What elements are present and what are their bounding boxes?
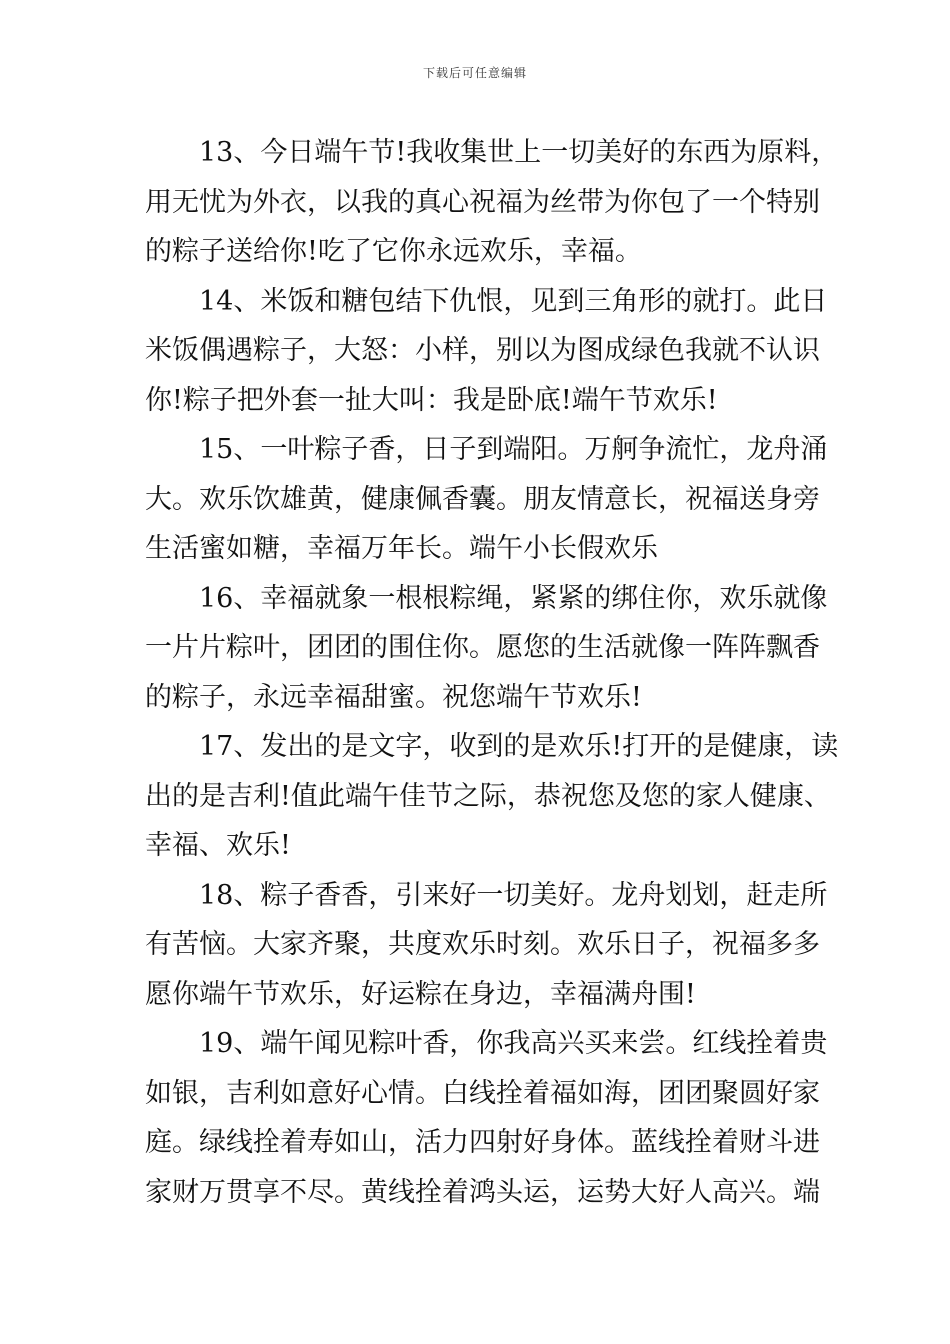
text-line: 18、粽子香香，引来好一切美好。龙舟划划，赶走所: [199, 879, 828, 911]
text-line: 的粽子，永远幸福甜蜜。祝您端午节欢乐!: [145, 681, 642, 713]
paragraph-17: [145, 722, 839, 871]
paragraph-18: [145, 871, 828, 1020]
text-line: 家财万贯享不尽。黄线拴着鸿头运，运势大好人高兴。端: [145, 1176, 820, 1208]
page-header: 下载后可任意编辑: [422, 66, 527, 80]
text-line: 你!粽子把外套一扯大叫：我是卧底!端午节欢乐!: [145, 384, 718, 416]
text-line: 庭。绿线拴着寿如山，活力四射好身体。蓝线拴着财斗进: [145, 1127, 820, 1158]
text-line: 19、端午闻见粽叶香，你我高兴买来尝。红线拴着贵: [199, 1028, 828, 1059]
paragraph-13: [145, 128, 839, 277]
text-line: 大。欢乐饮雄黄，健康佩香囊。朋友情意长，祝福送身旁: [145, 483, 820, 515]
text-line: 愿你端午节欢乐，好运粽在身边，幸福满舟围!: [145, 978, 696, 1010]
text-line: 的粽子送给你!吃了它你永远欢乐，幸福。: [145, 236, 642, 267]
text-line: 出的是吉利!值此端午佳节之际，恭祝您及您的家人健康、: [145, 780, 831, 812]
text-line: 一片片粽叶，团团的围住你。愿您的生活就像一阵阵飘香: [145, 632, 820, 663]
text-line: 16、幸福就象一根根粽绳，紧紧的绑住你，欢乐就像: [199, 582, 828, 614]
text-line: 幸福、欢乐!: [145, 830, 291, 861]
paragraph-19: [145, 1019, 828, 1217]
text-line: 生活蜜如糖，幸福万年长。端午小长假欢乐: [145, 533, 658, 564]
text-line: 17、发出的是文字，收到的是欢乐!打开的是健康，读: [199, 731, 839, 762]
text-line: 用无忧为外衣，以我的真心祝福为丝带为你包了一个特别: [145, 186, 820, 218]
text-line: 有苦恼。大家齐聚，共度欢乐时刻。欢乐日子，祝福多多: [145, 929, 820, 960]
paragraph-15: [145, 425, 828, 574]
text-line: 米饭偶遇粽子，大怒：小样，别以为图成绿色我就不认识: [145, 335, 820, 366]
text-line: 13、今日端午节!我收集世上一切美好的东西为原料，: [199, 137, 839, 168]
text-line: 如银，吉利如意好心情。白线拴着福如海，团团聚圆好家: [145, 1077, 820, 1109]
paragraph-14: [145, 277, 828, 426]
text-line: 15、一叶粽子香，日子到端阳。万舸争流忙，龙舟涌: [199, 434, 828, 465]
text-line: 14、米饭和糖包结下仇恨，见到三角形的就打。此日: [199, 285, 828, 317]
document-body: [145, 128, 839, 1217]
paragraph-16: [145, 574, 828, 723]
